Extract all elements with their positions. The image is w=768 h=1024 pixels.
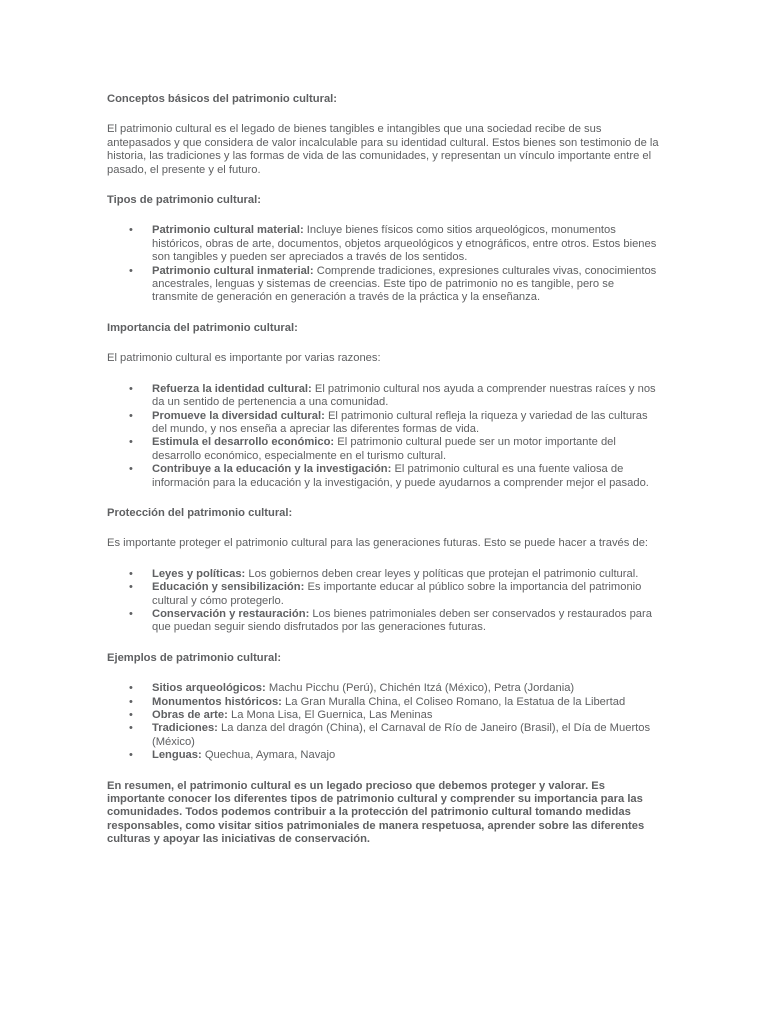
list-item bbox=[107, 608, 659, 635]
item-text: Machu Picchu (Perú), Chichén Itzá (México), Petra (Jordania) bbox=[268, 682, 575, 695]
list-item bbox=[107, 463, 659, 490]
list-item bbox=[107, 568, 659, 581]
section-paragraph: El patrimonio cultural es importante por varias razones: bbox=[107, 352, 381, 365]
item-text: El patrimonio cultural es una fuente valiosa de información para la educación y la investigación, y puede ayudarnos a comprender mejor el pasado. bbox=[152, 463, 649, 489]
bullet-list bbox=[107, 568, 659, 635]
item-term: Tradiciones: bbox=[152, 722, 218, 735]
item-term: Patrimonio cultural material: bbox=[152, 224, 304, 237]
list-item bbox=[107, 696, 659, 709]
item-text: La Mona Lisa, El Guernica, Las Meninas bbox=[230, 709, 433, 721]
list-item bbox=[107, 224, 659, 264]
bullet-icon: • bbox=[129, 436, 133, 449]
item-term: Estimula el desarrollo económico: bbox=[152, 436, 335, 449]
bullet-icon: • bbox=[129, 722, 133, 735]
bullet-list bbox=[107, 383, 659, 490]
list-item bbox=[107, 383, 659, 410]
list-item bbox=[107, 709, 659, 722]
list-item bbox=[107, 265, 659, 305]
item-text: Los bienes patrimoniales deben ser conservados y restaurados para que puedan seguir siendo disfrutados por las generaciones futuras. bbox=[152, 607, 652, 634]
item-term: Educación y sensibilización: bbox=[152, 581, 305, 594]
bullet-icon: • bbox=[129, 224, 133, 237]
item-term: Obras de arte: bbox=[152, 709, 228, 721]
item-term: Refuerza la identidad cultural: bbox=[152, 382, 312, 395]
list-item bbox=[107, 682, 659, 695]
summary-paragraph: En resumen, el patrimonio cultural es un legado precioso que debemos proteger y valorar. Es importante conocer los diferentes tipos de patrimonio cultural y comprender su importancia para las comunidades. Todos podemos contribuir a la protección del patrimonio cultural tomando medidas responsables, como visitar sitios patrimoniales de manera respetuosa, aprender sobre las diferentes culturas y apoyar las iniciativas de conservación. bbox=[107, 779, 645, 846]
item-term: Contribuye a la educación y la investigación: bbox=[152, 463, 392, 476]
section-heading: Ejemplos de patrimonio cultural: bbox=[107, 651, 282, 664]
bullet-icon: • bbox=[129, 709, 133, 721]
bullet-icon: • bbox=[129, 382, 133, 395]
section-heading: Protección del patrimonio cultural: bbox=[107, 506, 293, 519]
item-text: Incluye bienes físicos como sitios arqueológicos, monumentos históricos, obras de arte, documentos, objetos arqueológicos y etnográficos, entre otros. Estos bienes son tangibles y pueden ser apreciados a través de los sentidos. bbox=[152, 224, 657, 264]
item-text: El patrimonio cultural nos ayuda a comprender nuestras raíces y nos da un sentido de pertenencia a una comunidad. bbox=[152, 382, 656, 409]
bullet-icon: • bbox=[129, 607, 133, 620]
item-term: Leyes y políticas: bbox=[152, 567, 246, 580]
section-heading: Importancia del patrimonio cultural: bbox=[107, 321, 298, 334]
bullet-icon: • bbox=[129, 463, 133, 476]
bullet-list bbox=[107, 682, 659, 762]
section-paragraph: Es importante proteger el patrimonio cultural para las generaciones futuras. Esto se puede hacer a través de: bbox=[107, 537, 649, 550]
item-term: Promueve la diversidad cultural: bbox=[152, 409, 325, 422]
item-text: El patrimonio cultural refleja la riqueza y variedad de las culturas del mundo, y nos enseña a apreciar las diferentes formas de vida. bbox=[152, 409, 648, 435]
bullet-icon: • bbox=[129, 409, 133, 422]
item-text: El patrimonio cultural puede ser un motor importante del desarrollo económico, especialmente en el turismo cultural. bbox=[152, 436, 616, 462]
item-text: La danza del dragón (China), el Carnaval de Río de Janeiro (Brasil), el Día de Muertos (México) bbox=[152, 722, 651, 748]
item-text: La Gran Muralla China, el Coliseo Romano, la Estatua de la Libertad bbox=[285, 695, 626, 708]
item-term: Conservación y restauración: bbox=[152, 607, 310, 620]
section-paragraph: El patrimonio cultural es el legado de bienes tangibles e intangibles que una sociedad recibe de sus antepasados y que considera de valor incalculable para su identidad cultural. Estos bienes son testimonio de la historia, las tradiciones y las formas de vida de las comunidades, y representan un vínculo importante entre el pasado, el presente y el futuro. bbox=[107, 123, 659, 176]
document-body bbox=[107, 93, 659, 847]
item-term: Sitios arqueológicos: bbox=[152, 682, 266, 695]
bullet-list bbox=[107, 224, 659, 304]
section-heading: Tipos de patrimonio cultural: bbox=[107, 194, 261, 207]
bullet-icon: • bbox=[129, 581, 133, 594]
item-term: Monumentos históricos: bbox=[152, 695, 282, 708]
list-item bbox=[107, 749, 659, 762]
item-text: Es importante educar al público sobre la importancia del patrimonio cultural y cómo protegerlo. bbox=[152, 581, 642, 607]
item-text: Comprende tradiciones, expresiones culturales vivas, conocimientos ancestrales, lenguas y sistemas de creencias. Este tipo de patrimonio no es tangible, pero se transmite de generación en generación a través de la práctica y la enseñanza. bbox=[152, 264, 657, 304]
list-item bbox=[107, 436, 659, 463]
section-heading: Conceptos básicos del patrimonio cultural: bbox=[107, 93, 337, 105]
bullet-icon: • bbox=[129, 695, 133, 708]
item-text: Los gobiernos deben crear leyes y políticas que protejan el patrimonio cultural. bbox=[248, 567, 639, 580]
list-item bbox=[107, 410, 659, 437]
item-text: Quechua, Aymara, Navajo bbox=[204, 749, 336, 762]
list-item bbox=[107, 581, 659, 608]
item-term: Patrimonio cultural inmaterial: bbox=[152, 264, 314, 277]
item-term: Lenguas: bbox=[152, 749, 202, 762]
bullet-icon: • bbox=[129, 264, 133, 277]
list-item bbox=[107, 722, 659, 749]
bullet-icon: • bbox=[129, 567, 133, 580]
bullet-icon: • bbox=[129, 682, 133, 695]
bullet-icon: • bbox=[129, 749, 133, 762]
